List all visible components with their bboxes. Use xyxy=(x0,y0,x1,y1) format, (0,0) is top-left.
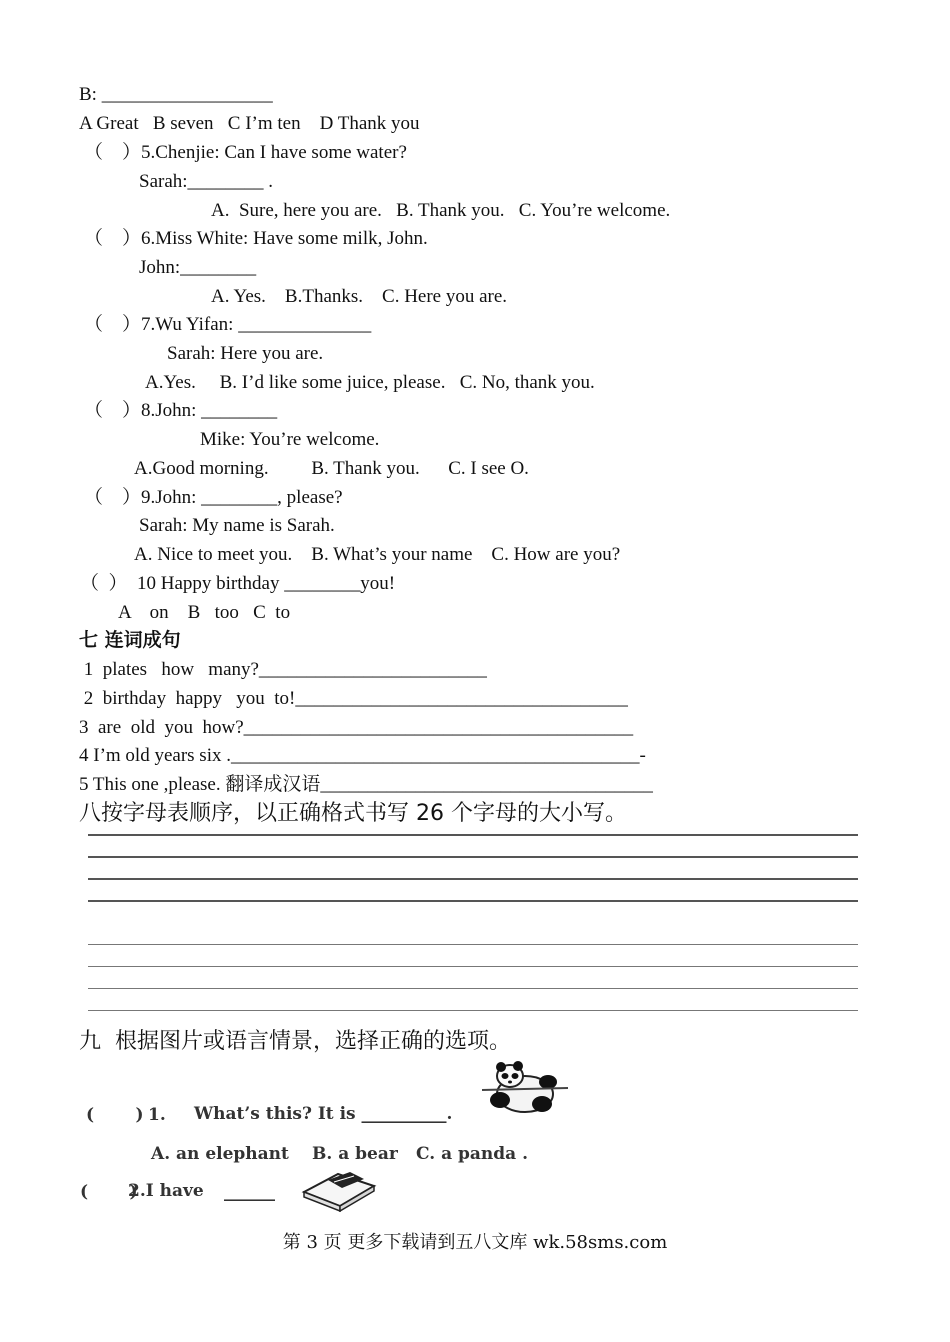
sentence-item-5: 5 This one ,please. 翻译成汉语___________________________________ xyxy=(79,774,653,795)
q1-option-b: B. a bear xyxy=(312,1144,398,1164)
question-8: （ ）8.John: ________ xyxy=(84,400,278,421)
question-9: （ ）9.John: ________, please? xyxy=(84,487,343,508)
section-7-title: 七 连词成句 xyxy=(79,629,181,651)
writing-line xyxy=(88,1010,858,1011)
q1-paren: ( ) xyxy=(86,1105,144,1125)
section-8-title: 八按字母表顺序，以正确格式书写 26 个字母的大小写。 xyxy=(79,801,627,826)
page-footer: 第 3 页 更多下载请到五八文库 wk.58sms.com xyxy=(282,1232,668,1253)
writing-line xyxy=(88,966,858,967)
q2-paren: ( ) xyxy=(80,1182,138,1202)
sentence-item-2: 2 birthday happy you to!___________________________________ xyxy=(79,688,628,709)
question-7: （ ）7.Wu Yifan: ______________ xyxy=(84,314,372,335)
sentence-item-3: 3 are old you how?_________________________________________ xyxy=(79,717,634,738)
question-8-options: A.Good morning. B. Thank you. C. I see O. xyxy=(134,458,529,479)
sentence-item-4: 4 I’m old years six .___________________________________________- xyxy=(79,745,646,766)
writing-line xyxy=(88,834,858,836)
question-7-options: A.Yes. B. I’d like some juice, please. C. No, thank you. xyxy=(145,372,595,393)
question-6: （ ）6.Miss White: Have some milk, John. xyxy=(84,228,428,249)
answer-line-b: B: __________________ xyxy=(79,84,273,105)
section-9-title: 九 根据图片或语言情景，选择正确的选项。 xyxy=(79,1029,511,1054)
sentence-item-1: 1 plates how many?________________________ xyxy=(79,659,487,680)
q1-text: What’s this? It is __________. xyxy=(194,1104,453,1124)
writing-line xyxy=(88,856,858,858)
question-10: （ ） 10 Happy birthday ________you! xyxy=(80,573,396,594)
writing-line xyxy=(88,944,858,945)
q2-text: 2.I have xyxy=(128,1181,204,1201)
panda-icon xyxy=(480,1060,570,1120)
question-5: （ ）5.Chenjie: Can I have some water? xyxy=(84,142,407,163)
question-5-options: A. Sure, here you are. B. Thank you. C. You’re welcome. xyxy=(211,200,671,221)
q1-number: 1. xyxy=(148,1105,166,1125)
question-7-answer: Sarah: Here you are. xyxy=(167,343,324,364)
writing-line xyxy=(88,878,858,880)
q1-option-a: A. an elephant xyxy=(151,1144,289,1164)
question-10-options: A on B too C to xyxy=(118,602,291,623)
question-6-options: A. Yes. B.Thanks. C. Here you are. xyxy=(211,286,508,307)
question-9-options: A. Nice to meet you. B. What’s your name C. How are you? xyxy=(134,544,621,565)
q1-option-c: C. a panda . xyxy=(416,1144,529,1164)
question-5-answer: Sarah:________ . xyxy=(139,171,274,192)
question-9-answer: Sarah: My name is Sarah. xyxy=(139,515,335,536)
writing-line xyxy=(88,988,858,989)
options-line: A Great B seven C I’m ten D Thank you xyxy=(79,113,420,134)
q2-blank: ______ xyxy=(224,1182,275,1202)
question-8-answer: Mike: You’re welcome. xyxy=(200,429,380,450)
eraser-icon xyxy=(298,1168,378,1212)
question-6-answer: John:________ xyxy=(139,257,257,278)
writing-line xyxy=(88,900,858,902)
